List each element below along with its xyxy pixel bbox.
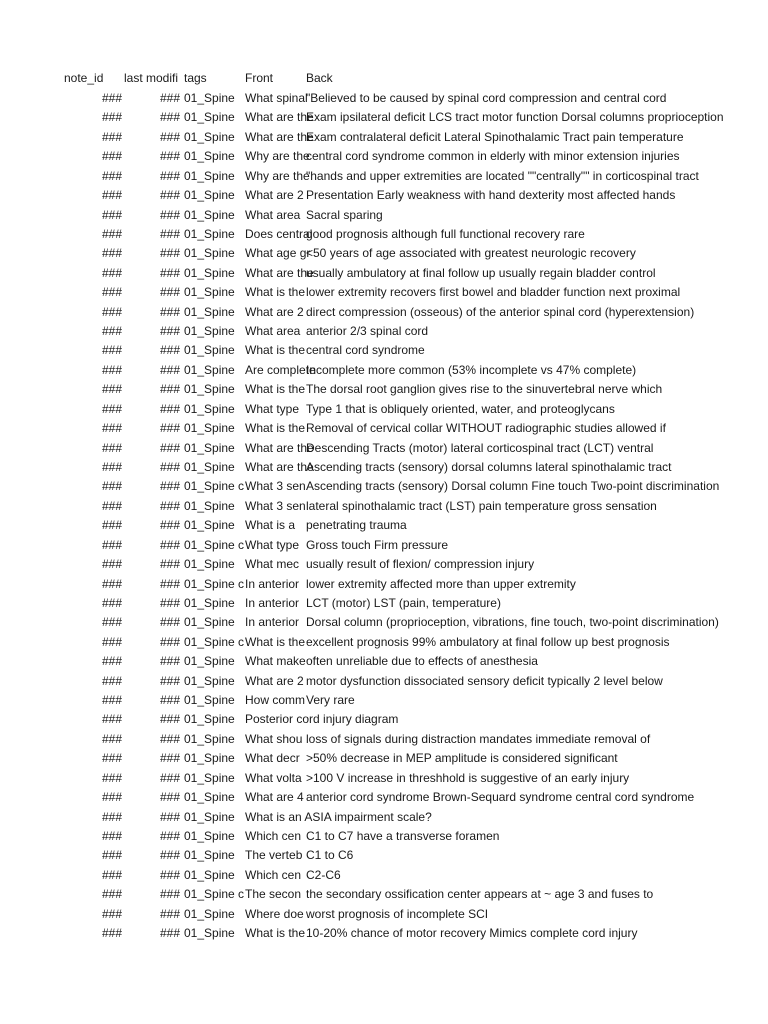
cell-back: <50 years of age associated with greatest neurologic recovery (306, 246, 636, 261)
cell-tags: 01_Spine (184, 615, 235, 630)
cell-note-id: ### (101, 693, 122, 708)
cell-last-modified: ### (159, 498, 180, 513)
cell-tags: 01_Spine (184, 91, 235, 105)
cell-front: The verteb (245, 848, 303, 863)
cell-back: Ascending tracts (sensory) dorsal columns lateral spinothalamic tract (306, 459, 672, 474)
cell-back: worst prognosis of incomplete SCI (306, 906, 489, 921)
cell-note-id: ### (101, 91, 122, 105)
table-row (0, 458, 768, 477)
cell-tags: 01_Spine (184, 440, 235, 455)
cell-last-modified: ### (159, 634, 180, 649)
cell-back: lower extremity affected more than upper extremity (306, 576, 576, 591)
header-back: Back (306, 71, 333, 85)
cell-front: Does central (245, 226, 313, 241)
cell-last-modified: ### (159, 421, 180, 436)
cell-last-modified: ### (159, 595, 180, 610)
header-note-id: note_id (64, 71, 104, 85)
cell-tags: 01_Spine c (184, 887, 245, 902)
cell-back: Descending Tracts (motor) lateral corticospinal tract (LCT) ventral (306, 440, 654, 455)
cell-tags: 01_Spine c (184, 537, 245, 552)
cell-front: What are 2 (245, 304, 304, 319)
cell-front: What age gr (245, 246, 311, 261)
cell-last-modified: ### (159, 459, 180, 474)
cell-last-modified: ### (159, 401, 180, 416)
cell-note-id: ### (101, 654, 122, 669)
cell-last-modified: ### (159, 770, 180, 785)
cell-last-modified: ### (159, 479, 180, 494)
cell-front: Why are the (245, 168, 310, 183)
table-row (0, 186, 768, 205)
cell-note-id: ### (101, 518, 122, 533)
cell-back: >50% decrease in MEP amplitude is considered significant (306, 751, 618, 766)
cell-note-id: ### (101, 459, 122, 474)
cell-note-id: ### (101, 828, 122, 843)
cell-last-modified: ### (159, 576, 180, 591)
cell-note-id: ### (101, 498, 122, 513)
cell-front: Posterior cord injury diagram (245, 712, 399, 727)
cell-front: What make (245, 654, 306, 669)
table-row (0, 691, 768, 710)
cell-last-modified: ### (159, 518, 180, 533)
table-row (0, 283, 768, 302)
cell-note-id: ### (101, 731, 122, 746)
cell-note-id: ### (101, 537, 122, 552)
cell-tags: 01_Spine (184, 207, 235, 222)
table-row (0, 497, 768, 516)
cell-last-modified: ### (159, 226, 180, 241)
table-row (0, 167, 768, 186)
cell-note-id: ### (101, 770, 122, 785)
cell-note-id: ### (101, 440, 122, 455)
cell-tags: 01_Spine (184, 382, 235, 397)
cell-last-modified: ### (159, 906, 180, 921)
cell-front: In anterior (245, 615, 300, 630)
cell-back: penetrating trauma (306, 518, 407, 533)
cell-back: the secondary ossification center appears at ~ age 3 and fuses to (306, 887, 654, 902)
cell-last-modified: ### (159, 207, 180, 222)
cell-tags: 01_Spine (184, 285, 235, 300)
cell-last-modified: ### (159, 129, 180, 144)
cell-last-modified: ### (159, 149, 180, 164)
cell-back: "Believed to be caused by spinal cord compression and central cord (306, 91, 667, 105)
cell-front: What 3 sen (245, 498, 306, 513)
cell-tags: 01_Spine (184, 498, 235, 513)
cell-note-id: ### (101, 168, 122, 183)
cell-front: What are the (245, 129, 314, 144)
cell-tags: 01_Spine (184, 168, 235, 183)
cell-back: "hands and upper extremities are located ""centrally"" in corticospinal tract (306, 168, 699, 183)
cell-front: What mec (245, 557, 300, 572)
table-row (0, 400, 768, 419)
cell-front: What type (245, 401, 300, 416)
cell-tags: 01_Spine (184, 751, 235, 766)
cell-note-id: ### (101, 576, 122, 591)
cell-front: In anterior (245, 595, 300, 610)
cell-tags: 01_Spine (184, 926, 235, 941)
cell-tags: 01_Spine (184, 362, 235, 377)
cell-note-id: ### (101, 226, 122, 241)
table-row (0, 555, 768, 574)
cell-back: anterior 2/3 spinal cord (306, 324, 429, 339)
table-row (0, 264, 768, 283)
cell-back: C1 to C6 (306, 848, 354, 863)
cell-note-id: ### (101, 265, 122, 280)
cell-front: In anterior (245, 576, 300, 591)
cell-tags: 01_Spine c (184, 479, 245, 494)
cell-front: What are 2 (245, 673, 304, 688)
cell-last-modified: ### (159, 867, 180, 882)
cell-note-id: ### (101, 207, 122, 222)
cell-tags: 01_Spine (184, 809, 235, 824)
cell-last-modified: ### (159, 809, 180, 824)
header-front: Front (245, 71, 274, 85)
table-row (0, 905, 768, 924)
cell-tags: 01_Spine (184, 188, 235, 203)
cell-last-modified: ### (159, 362, 180, 377)
cell-back: Gross touch Firm pressure (306, 537, 449, 552)
cell-front: Which cen (245, 867, 302, 882)
cell-note-id: ### (101, 343, 122, 358)
cell-tags: 01_Spine (184, 848, 235, 863)
cell-note-id: ### (101, 129, 122, 144)
cell-last-modified: ### (159, 440, 180, 455)
cell-back: anterior cord syndrome Brown-Sequard syndrome central cord syndrome (306, 790, 695, 805)
cell-back: Presentation Early weakness with hand dexterity most affected hands (306, 188, 676, 203)
table-row (0, 206, 768, 225)
cell-back: Dorsal column (proprioception, vibrations, fine touch, two-point discrimination) (306, 615, 719, 630)
header-last-modified: last modifi (124, 71, 179, 85)
cell-front: What decr (245, 751, 300, 766)
cell-front: What is the (245, 382, 306, 397)
cell-back: often unreliable due to effects of anesthesia (306, 654, 538, 669)
cell-note-id: ### (101, 595, 122, 610)
table-row (0, 477, 768, 496)
cell-back: usually result of flexion/ compression injury (306, 557, 535, 572)
cell-front: What is the (245, 926, 306, 941)
cell-tags: 01_Spine (184, 226, 235, 241)
cell-last-modified: ### (159, 246, 180, 261)
cell-last-modified: ### (159, 712, 180, 727)
cell-last-modified: ### (159, 537, 180, 552)
table-row (0, 769, 768, 788)
cell-back: direct compression (osseous) of the anterior spinal cord (hyperextension) (306, 304, 695, 319)
header-row (0, 69, 768, 88)
cell-note-id: ### (101, 712, 122, 727)
cell-tags: 01_Spine (184, 557, 235, 572)
cell-front: Where doe (245, 906, 304, 921)
cell-back: Exam ipsilateral deficit LCS tract motor function Dorsal columns proprioception (306, 110, 724, 125)
cell-front: What area (245, 207, 301, 222)
cell-note-id: ### (101, 285, 122, 300)
cell-last-modified: ### (159, 557, 180, 572)
cell-last-modified: ### (159, 731, 180, 746)
cell-tags: 01_Spine (184, 421, 235, 436)
cell-front: Why are the (245, 149, 310, 164)
cell-front: What area (245, 324, 301, 339)
cell-note-id: ### (101, 362, 122, 377)
cell-tags: 01_Spine (184, 518, 235, 533)
cell-back: Exam contralateral deficit Lateral Spinothalamic Tract pain temperature (306, 129, 684, 144)
cell-last-modified: ### (159, 751, 180, 766)
cell-back: excellent prognosis 99% ambulatory at final follow up best prognosis (306, 634, 670, 649)
cell-front: What is the (245, 343, 306, 358)
table-row (0, 89, 768, 108)
cell-back: usually ambulatory at final follow up usually regain bladder control (306, 265, 656, 280)
cell-front: What 3 sen (245, 479, 306, 494)
cell-tags: 01_Spine (184, 693, 235, 708)
table-row (0, 808, 768, 827)
cell-last-modified: ### (159, 304, 180, 319)
cell-tags: 01_Spine (184, 459, 235, 474)
cell-last-modified: ### (159, 926, 180, 941)
cell-tags: 01_Spine (184, 129, 235, 144)
cell-last-modified: ### (159, 848, 180, 863)
cell-back: Incomplete more common (53% incomplete vs 47% complete) (306, 362, 637, 377)
cell-tags: 01_Spine (184, 401, 235, 416)
table-row (0, 128, 768, 147)
cell-back: 10-20% chance of motor recovery Mimics complete cord injury (306, 926, 638, 941)
table-row (0, 322, 768, 341)
cell-front: How comm (245, 693, 306, 708)
cell-back: Very rare (306, 693, 355, 708)
cell-front: What is an ASIA impairment scale? (245, 809, 432, 824)
cell-front: What is a (245, 518, 296, 533)
cell-tags: 01_Spine (184, 828, 235, 843)
cell-note-id: ### (101, 479, 122, 494)
cell-back: loss of signals during distraction mandates immediate removal of (306, 731, 651, 746)
cell-front: What is the (245, 634, 306, 649)
table-row (0, 730, 768, 749)
cell-last-modified: ### (159, 91, 180, 105)
cell-last-modified: ### (159, 265, 180, 280)
table-row (0, 613, 768, 632)
cell-back: lateral spinothalamic tract (LST) pain temperature gross sensation (306, 498, 657, 513)
cell-last-modified: ### (159, 828, 180, 843)
cell-note-id: ### (101, 867, 122, 882)
cell-last-modified: ### (159, 110, 180, 125)
cell-last-modified: ### (159, 615, 180, 630)
cell-tags: 01_Spine (184, 149, 235, 164)
cell-note-id: ### (101, 615, 122, 630)
cell-back: >100 V increase in threshhold is suggestive of an early injury (306, 770, 630, 785)
cell-front: What shou (245, 731, 303, 746)
cell-note-id: ### (101, 673, 122, 688)
table-row (0, 225, 768, 244)
cell-tags: 01_Spine (184, 324, 235, 339)
cell-back: good prognosis although full functional recovery rare (306, 226, 585, 241)
table-row (0, 672, 768, 691)
cell-last-modified: ### (159, 654, 180, 669)
cell-note-id: ### (101, 848, 122, 863)
cell-back: Type 1 that is obliquely oriented, water, and proteoglycans (306, 401, 615, 416)
cell-last-modified: ### (159, 343, 180, 358)
cell-tags: 01_Spine (184, 790, 235, 805)
table-row (0, 361, 768, 380)
cell-back: central cord syndrome common in elderly with minor extension injuries (306, 149, 680, 164)
cell-tags: 01_Spine (184, 673, 235, 688)
cell-note-id: ### (101, 790, 122, 805)
cell-last-modified: ### (159, 693, 180, 708)
cell-tags: 01_Spine (184, 867, 235, 882)
cell-tags: 01_Spine (184, 246, 235, 261)
table-row (0, 749, 768, 768)
cell-note-id: ### (101, 149, 122, 164)
cell-back: Ascending tracts (sensory) Dorsal column Fine touch Two-point discrimination (306, 479, 720, 494)
cell-front: What are the (245, 459, 314, 474)
table-row (0, 439, 768, 458)
cell-note-id: ### (101, 110, 122, 125)
table-row (0, 341, 768, 360)
cell-back: lower extremity recovers first bowel and bladder function next proximal (306, 285, 681, 300)
table-row (0, 885, 768, 904)
cell-back: The dorsal root ganglion gives rise to the sinuvertebral nerve which (306, 382, 663, 397)
cell-front: What spinal (245, 91, 308, 105)
cell-last-modified: ### (159, 673, 180, 688)
table-row (0, 516, 768, 535)
cell-note-id: ### (101, 382, 122, 397)
cell-note-id: ### (101, 887, 122, 902)
table-row (0, 866, 768, 885)
cell-tags: 01_Spine (184, 731, 235, 746)
cell-tags: 01_Spine (184, 712, 235, 727)
cell-back: C2-C6 (306, 867, 341, 882)
cell-front: What are 4 (245, 790, 304, 805)
cell-last-modified: ### (159, 324, 180, 339)
cell-front: What volta (245, 770, 302, 785)
cell-back (306, 808, 668, 827)
table-row (0, 419, 768, 438)
cell-tags: 01_Spine (184, 654, 235, 669)
header-tags: tags (184, 71, 207, 85)
table-row (0, 380, 768, 399)
table-row (0, 244, 768, 263)
cell-front: Which cen (245, 828, 302, 843)
cell-front: The secon (245, 887, 302, 902)
cell-note-id: ### (101, 401, 122, 416)
cell-tags: 01_Spine (184, 110, 235, 125)
cell-note-id: ### (101, 906, 122, 921)
table-row (0, 575, 768, 594)
cell-last-modified: ### (159, 188, 180, 203)
table-row (0, 594, 768, 613)
cell-note-id: ### (101, 246, 122, 261)
cell-last-modified: ### (159, 382, 180, 397)
table-row (0, 147, 768, 166)
table-row (0, 536, 768, 555)
cell-tags: 01_Spine c (184, 576, 245, 591)
cell-note-id: ### (101, 421, 122, 436)
cell-front: What are the (245, 440, 314, 455)
cell-last-modified: ### (159, 285, 180, 300)
cell-tags: 01_Spine (184, 906, 235, 921)
cell-back: Sacral sparing (306, 207, 383, 222)
cell-last-modified: ### (159, 168, 180, 183)
table-row (0, 652, 768, 671)
cell-back (306, 710, 668, 729)
cell-note-id: ### (101, 634, 122, 649)
cell-back: LCT (motor) LST (pain, temperature) (306, 595, 501, 610)
cell-back: Removal of cervical collar WITHOUT radiographic studies allowed if (306, 421, 666, 436)
cell-back: central cord syndrome (306, 343, 425, 358)
cell-last-modified: ### (159, 790, 180, 805)
cell-tags: 01_Spine (184, 343, 235, 358)
cell-tags: 01_Spine (184, 770, 235, 785)
table-row (0, 303, 768, 322)
cell-tags: 01_Spine c (184, 634, 245, 649)
cell-front: What is the (245, 285, 306, 300)
cell-note-id: ### (101, 751, 122, 766)
table-row (0, 788, 768, 807)
cell-note-id: ### (101, 809, 122, 824)
cell-note-id: ### (101, 557, 122, 572)
table-row (0, 633, 768, 652)
table-row (0, 710, 768, 729)
cell-note-id: ### (101, 304, 122, 319)
cell-front: What are the (245, 265, 314, 280)
cell-note-id: ### (101, 926, 122, 941)
cell-front: What are the (245, 110, 314, 125)
cell-front: Are complete (245, 362, 316, 377)
cell-back: motor dysfunction dissociated sensory deficit typically 2 level below (306, 673, 663, 688)
cell-front: What type (245, 537, 300, 552)
cell-front: What are 2 (245, 188, 304, 203)
table-row (0, 846, 768, 865)
cell-note-id: ### (101, 324, 122, 339)
cell-front: What is the (245, 421, 306, 436)
table-row (0, 108, 768, 127)
cell-back: C1 to C7 have a transverse foramen (306, 828, 500, 843)
cell-tags: 01_Spine (184, 304, 235, 319)
cell-tags: 01_Spine (184, 595, 235, 610)
cell-tags: 01_Spine (184, 265, 235, 280)
cell-last-modified: ### (159, 887, 180, 902)
table-row (0, 827, 768, 846)
cell-note-id: ### (101, 188, 122, 203)
table-row (0, 924, 768, 943)
